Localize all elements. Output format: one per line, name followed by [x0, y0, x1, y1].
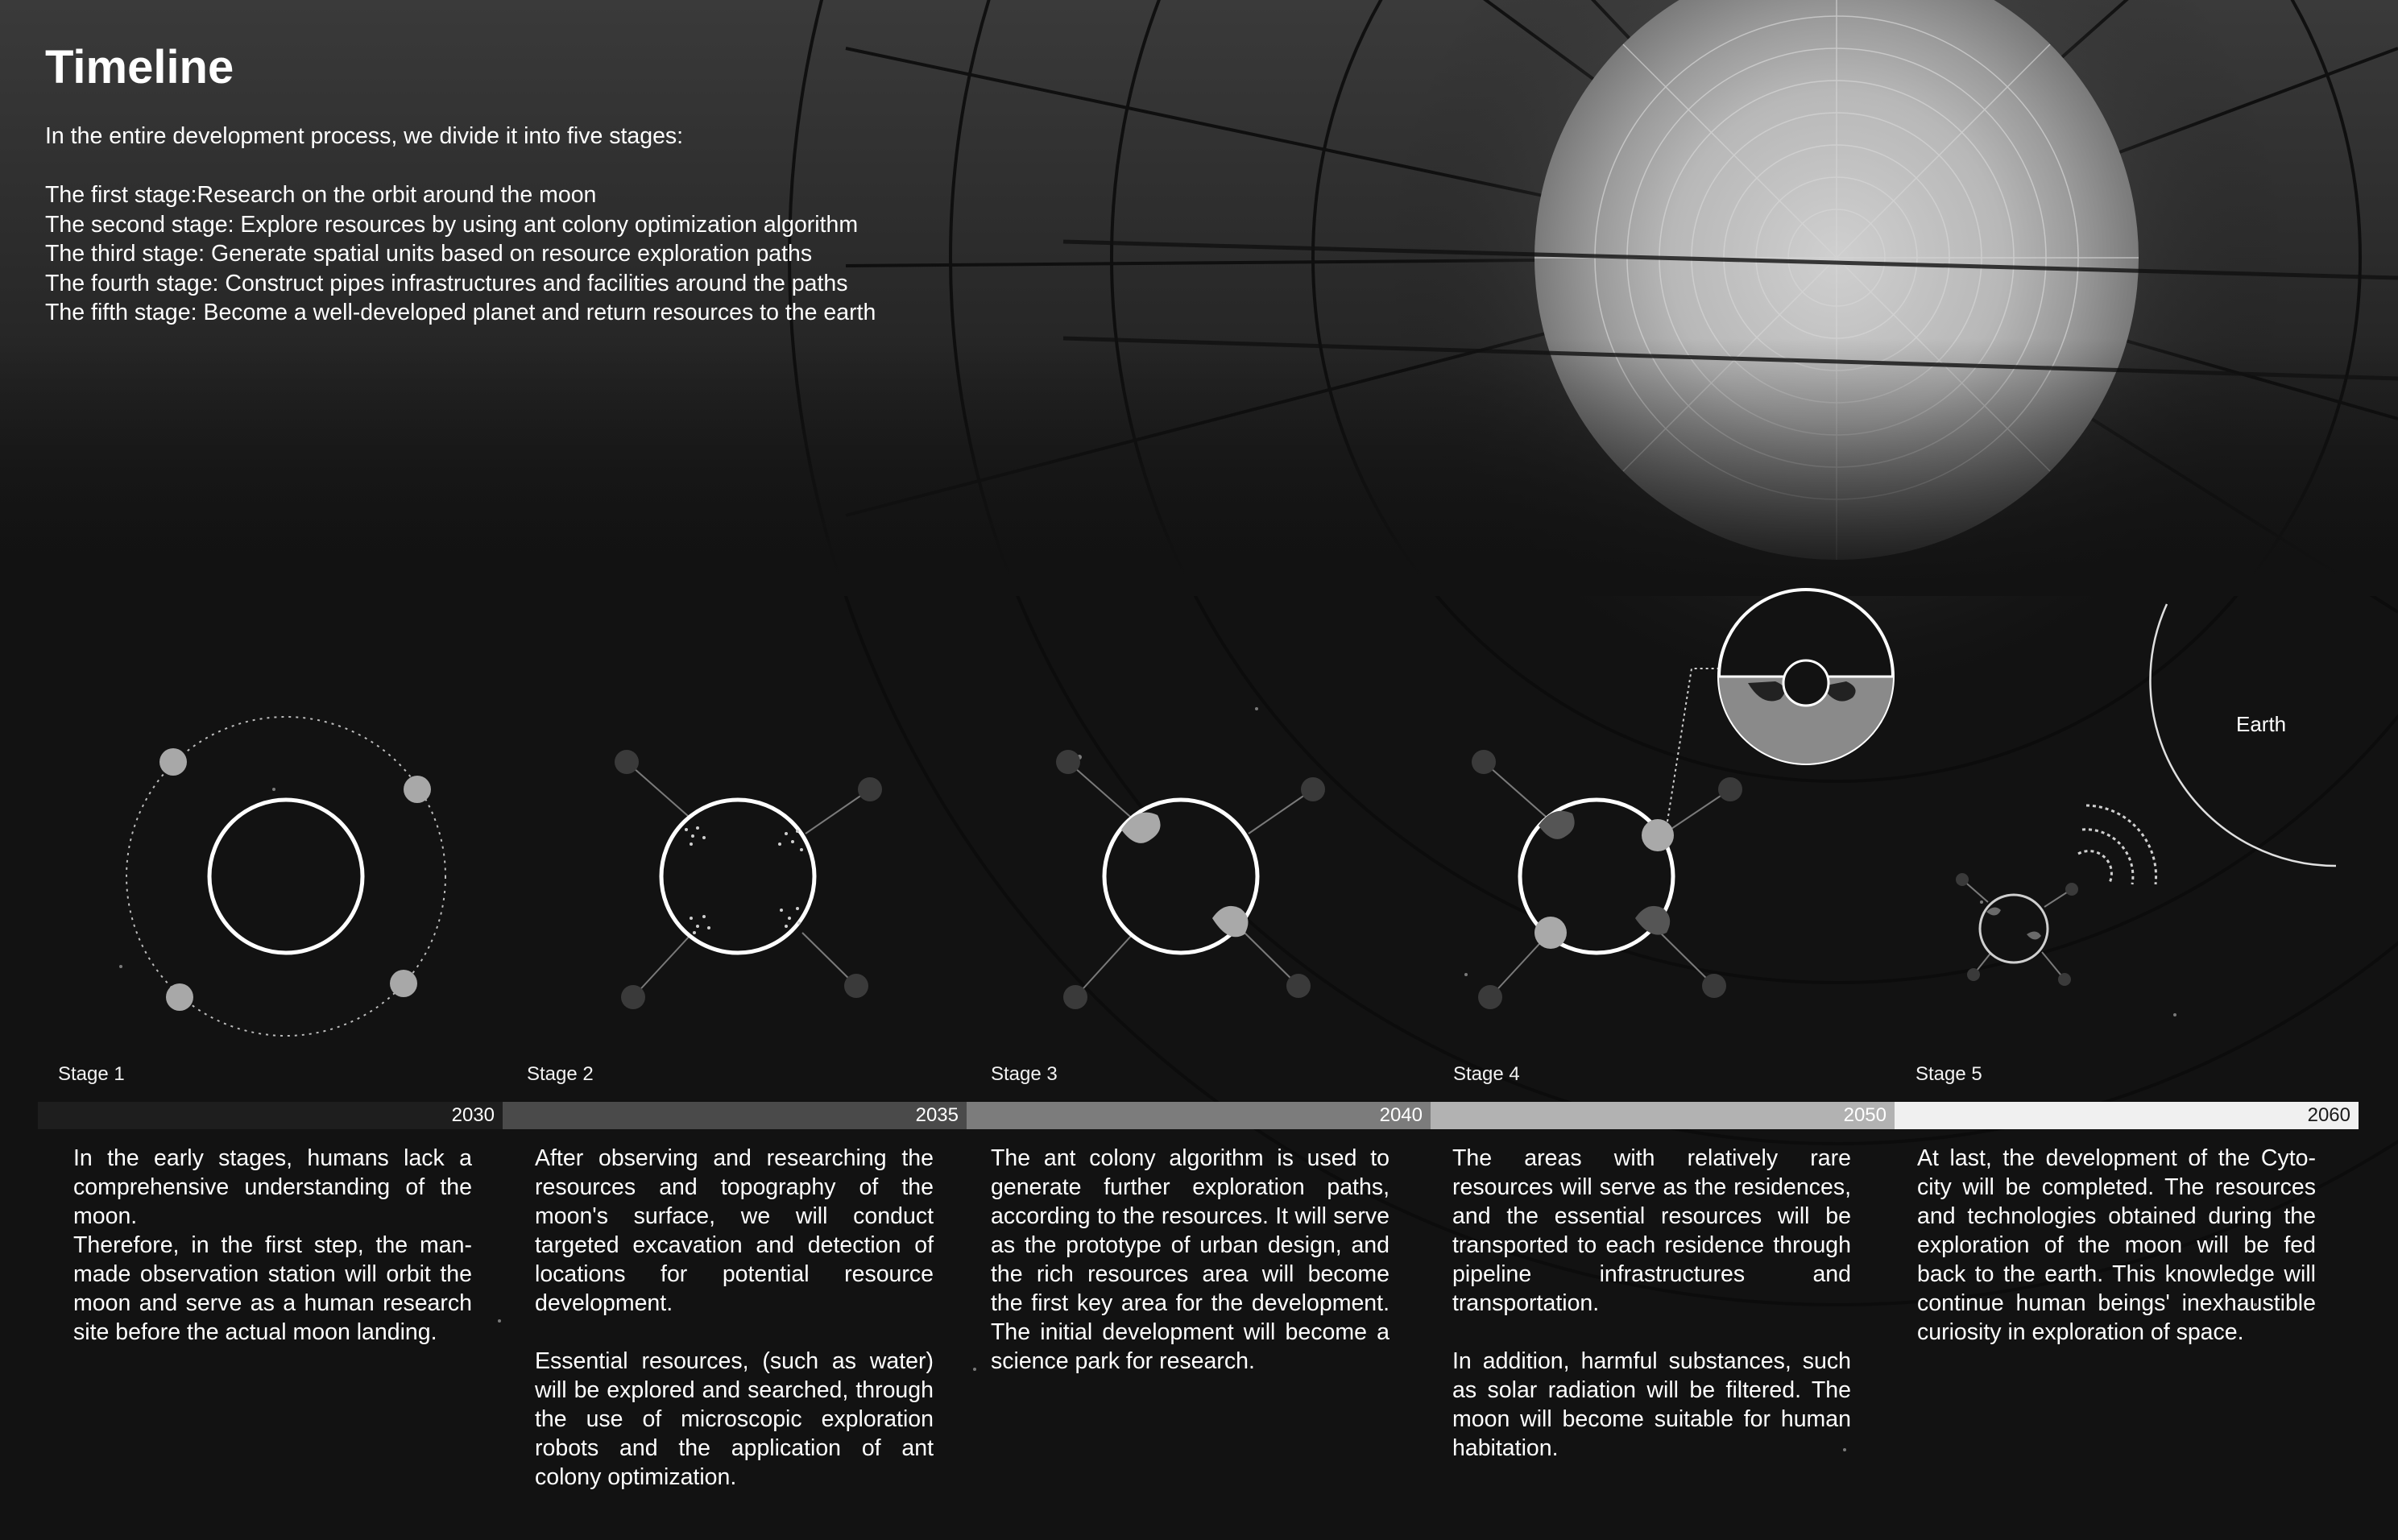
timeline-bar-2060: 2060 — [1895, 1102, 2359, 1129]
stage-1-description — [73, 1144, 472, 1347]
paragraph: The ant colony algorithm is used to generate further exploration paths, according to the resources. It will serve as the prototype of urban design, and the rich resources area will become the first key area for the development. The initial development will become a science park for research. — [991, 1145, 1390, 1374]
paragraph: After observing and researching the resources and topography of the moon's surface, we will conduct targeted excavation and detection of locations for potential resource development. — [535, 1145, 934, 1316]
paragraph: The areas with relatively rare resources will serve as the residences, and the essential resources will be transported to each residence through pipeline infrastructures and transportation. — [1452, 1145, 1851, 1316]
stage-summary-item: The fifth stage: Become a well-developed planet and return resources to the earth — [45, 300, 876, 325]
paragraph: In the early stages, humans lack a comprehensive understanding of the moon. — [73, 1145, 472, 1229]
stage-summary-item: The third stage: Generate spatial units based on resource exploration paths — [45, 241, 813, 267]
stage-summary-item: The second stage: Explore resources by using ant colony optimization algorithm — [45, 211, 859, 238]
intro-text: In the entire development process, we divide it into five stages: — [45, 123, 684, 149]
stage-3-diagram — [1056, 750, 1325, 1009]
paragraph: In addition, harmful substances, such as solar radiation will be filtered. The moon will become suitable for human habitation. — [1452, 1348, 1851, 1461]
stage-4-label: Stage 4 — [1453, 1063, 1520, 1085]
stage-summary-item: The first stage:Research on the orbit around the moon — [45, 182, 597, 208]
stage-1-label: Stage 1 — [58, 1063, 125, 1085]
stage-summary-list — [45, 180, 876, 328]
earth-label: Earth — [2236, 712, 2287, 736]
stage-3-description — [991, 1144, 1390, 1376]
page-title: Timeline — [45, 41, 234, 93]
timeline-bar-2050: 2050 — [1431, 1102, 1895, 1129]
stage-1-diagram — [126, 717, 445, 1036]
stage-4-description — [1452, 1144, 1851, 1463]
paragraph: Essential resources, (such as water) will be explored and searched, through the use of microscopic exploration robots and the application of ant colony optimization. — [535, 1348, 934, 1490]
stage-2-description — [535, 1144, 934, 1492]
stage-5-label: Stage 5 — [1916, 1063, 1982, 1085]
paragraph: Therefore, in the first step, the man-made observation station will orbit the moon and serve as a human research site before the actual moon landing. — [73, 1232, 472, 1345]
paragraph: At last, the development of the Cyto-city will be completed. The resources and technologies obtained during the exploration of the moon will be fed back to the earth. This knowledge will continue human beings' inexhaustible curiosity in exploration of space. — [1917, 1145, 2316, 1345]
stage-5-description — [1917, 1144, 2316, 1347]
timeline-bar-2035: 2035 — [503, 1102, 967, 1129]
timeline-bar-2040: 2040 — [967, 1102, 1431, 1129]
timeline-bar-2030: 2030 — [38, 1102, 503, 1129]
stage-3-label: Stage 3 — [991, 1063, 1058, 1085]
stage-summary-item: The fourth stage: Construct pipes infrastructures and facilities around the paths — [45, 270, 848, 296]
stage-2-label: Stage 2 — [527, 1063, 594, 1085]
stage-2-diagram — [615, 750, 882, 1009]
